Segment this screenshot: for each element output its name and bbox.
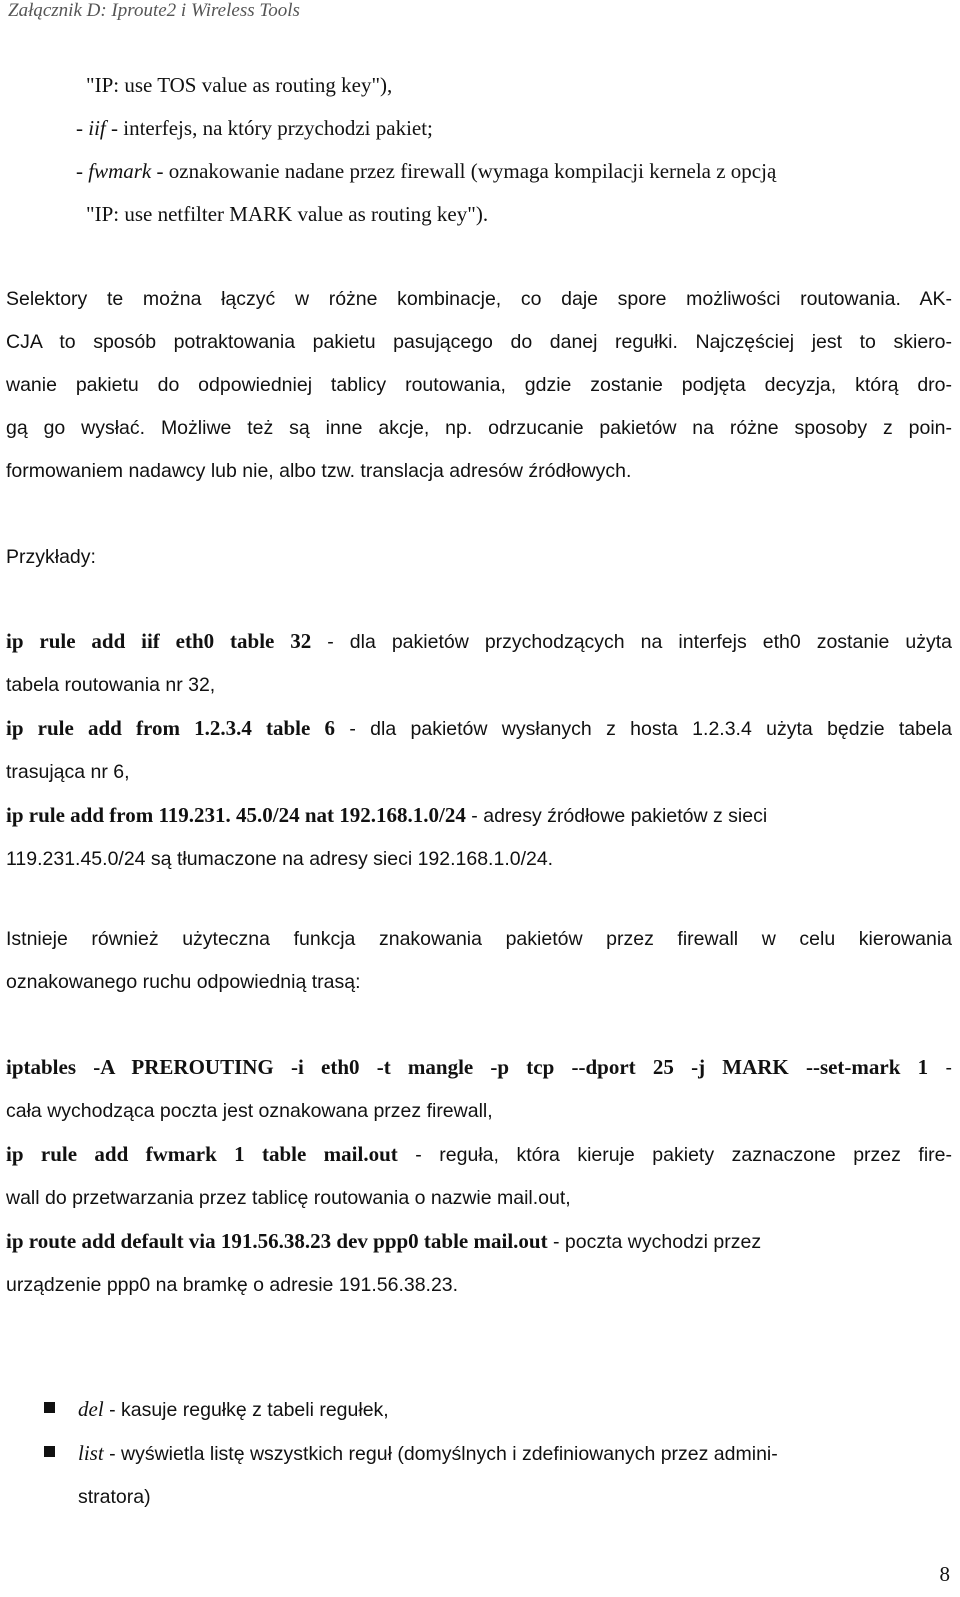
- examples-label: Przykłady:: [6, 546, 96, 568]
- firewall-commands: [6, 1046, 952, 1307]
- command-desc: - dla pakietów wysłanych z hosta 1.2.3.4 użyta będzie tabela: [335, 718, 952, 740]
- bullet-desc: - kasuje regułkę z tabeli regułek,: [103, 1399, 389, 1421]
- fw-line: [6, 1046, 952, 1090]
- example-line: [6, 794, 952, 838]
- intro-line-4: "IP: use netfilter MARK value as routing key").: [86, 202, 489, 226]
- intro-line-1: "IP: use TOS value as routing key"),: [86, 73, 393, 97]
- bullet-cont: stratora): [78, 1486, 151, 1508]
- para1-line-2: CJA to sposób potraktowania pakietu pasującego do danej regułki. Najczęściej jest to skiero-: [6, 331, 952, 353]
- bullet-term: del: [78, 1397, 104, 1421]
- running-header: Załącznik D: Iproute2 i Wireless Tools: [8, 0, 300, 21]
- square-bullet-icon: [44, 1446, 55, 1457]
- para1-line-1: Selektory te można łączyć w różne kombinacje, co daje spore możliwości routowania. AK-: [6, 288, 952, 310]
- bullet-item: [6, 1432, 952, 1519]
- dash: -: [76, 116, 89, 140]
- fw-cont: wall do przetwarzania przez tablicę routowania o nazwie mail.out,: [6, 1187, 571, 1209]
- para2-line-1: Istnieje również użyteczna funkcja znakowania pakietów przez firewall w celu kierowania: [6, 928, 952, 950]
- command-desc: - adresy źródłowe pakietów z sieci: [465, 805, 768, 827]
- intro-line-3: [6, 150, 952, 193]
- command: ip rule add iif eth0 table 32: [6, 629, 312, 653]
- term-desc: - interfejs, na który przychodzi pakiet;: [105, 116, 433, 140]
- para1-line-3: wanie pakietu do odpowiedniej tablicy routowania, gdzie zostanie podjęta decyzja, którą dro-: [6, 374, 952, 396]
- bullet-term: list: [78, 1441, 104, 1465]
- example-cont: tabela routowania nr 32,: [6, 674, 216, 696]
- paragraph-marking: [6, 918, 952, 1004]
- term-desc: - oznakowanie nadane przez firewall (wymaga kompilacji kernela z opcją: [151, 159, 777, 183]
- command-desc: - dla pakietów przychodzących na interfejs eth0 zostanie użyta: [311, 631, 952, 653]
- square-bullet-icon: [44, 1402, 55, 1413]
- command-desc: -: [928, 1057, 952, 1079]
- example-cont: trasująca nr 6,: [6, 761, 130, 783]
- example-line: [6, 620, 952, 664]
- intro-block: [6, 64, 952, 236]
- bullet-item: [6, 1388, 952, 1432]
- term-iif: iif: [88, 116, 106, 140]
- intro-line-2: [6, 107, 952, 150]
- dash: -: [76, 159, 89, 183]
- term-fwmark: fwmark: [88, 159, 152, 183]
- para1-line-4: gą go wysłać. Możliwe też są inne akcje, np. odrzucanie pakietów na różne sposoby z poin-: [6, 417, 952, 439]
- example-line: [6, 707, 952, 751]
- para1-line-5: formowaniem nadawcy lub nie, albo tzw. translacja adresów źródłowych.: [6, 460, 632, 482]
- command: ip rule add from 1.2.3.4 table 6: [6, 716, 335, 740]
- fw-cont: urządzenie ppp0 na bramkę o adresie 191.56.38.23.: [6, 1274, 459, 1296]
- examples-list: [6, 620, 952, 881]
- bullet-list: [6, 1388, 952, 1519]
- bullet-desc: - wyświetla listę wszystkich reguł (domyślnych i zdefiniowanych przez admini-: [103, 1443, 778, 1465]
- command-desc: - reguła, która kieruje pakiety zaznaczone przez fire-: [397, 1144, 952, 1166]
- page-number: 8: [939, 1562, 950, 1586]
- example-cont: 119.231.45.0/24 są tłumaczone na adresy sieci 192.168.1.0/24.: [6, 848, 554, 870]
- command: ip route add default via 191.56.38.23 dev ppp0 table mail.out: [6, 1229, 548, 1253]
- fw-cont: cała wychodząca poczta jest oznakowana przez firewall,: [6, 1100, 493, 1122]
- command: iptables -A PREROUTING -i eth0 -t mangle -p tcp --dport 25 -j MARK --set-mark 1: [6, 1055, 929, 1079]
- paragraph-selectors: [6, 278, 952, 493]
- para2-line-2: oznakowanego ruchu odpowiednią trasą:: [6, 971, 361, 993]
- fw-line: [6, 1133, 952, 1177]
- command: ip rule add from 119.231. 45.0/24 nat 192.168.1.0/24: [6, 803, 466, 827]
- command-desc: - poczta wychodzi przez: [547, 1231, 762, 1253]
- command: ip rule add fwmark 1 table mail.out: [6, 1142, 398, 1166]
- fw-line: [6, 1220, 952, 1264]
